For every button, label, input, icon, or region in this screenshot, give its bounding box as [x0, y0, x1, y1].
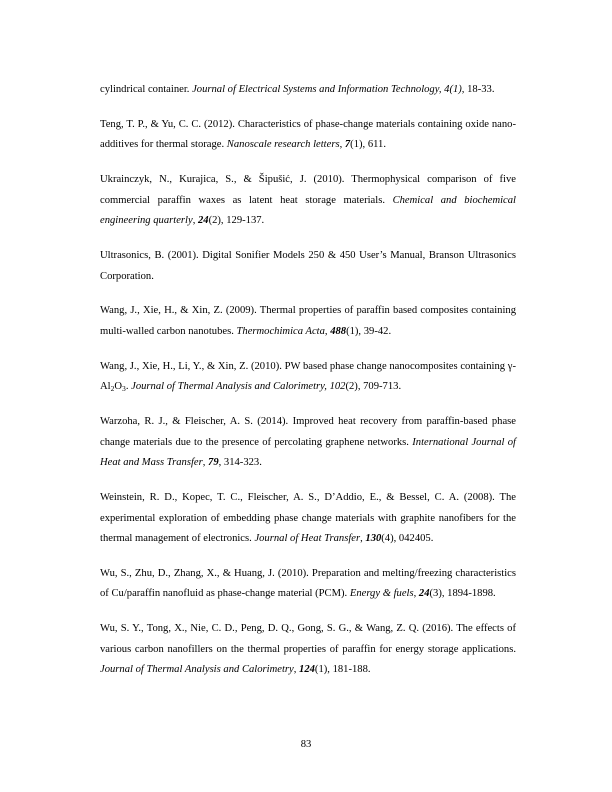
reference-text: ,	[202, 457, 209, 469]
reference-text: Ultrasonics, B. (2001). Digital Sonifier Models 250 & 450 User’s Manual, Branson Ultrasonics Corporation.	[100, 249, 516, 282]
reference-entry	[100, 488, 516, 550]
reference-text: Wu, S. Y., Tong, X., Nie, C. D., Peng, D. Q., Gong, S. G., & Wang, Z. Q. (2016). The effects of various carbon nanofillers on the thermal properties of paraffin for energy storage applications.	[100, 623, 516, 655]
reference-volume: 79	[208, 457, 219, 469]
reference-title-italic: Energy & fuels	[349, 588, 414, 600]
reference-title-italic: Thermochimica Acta	[236, 325, 325, 337]
reference-text: cylindrical container.	[100, 84, 193, 95]
reference-title-italic: Journal of Thermal Analysis and Calorimetry, 102	[131, 381, 346, 393]
reference-text: (1), 611.	[350, 139, 386, 151]
reference-text: ,	[293, 664, 300, 676]
reference-title-italic: Nanoscale research letters	[226, 139, 340, 151]
reference-text: ,	[192, 215, 198, 227]
reference-entry	[100, 412, 516, 474]
reference-volume: 7	[344, 139, 351, 151]
reference-volume: 488	[330, 325, 347, 337]
reference-text: .	[125, 381, 132, 393]
reference-volume: 130	[365, 533, 382, 545]
reference-text: ,	[413, 588, 419, 600]
reference-entry	[100, 80, 516, 101]
reference-text: (2), 709-713.	[345, 381, 402, 393]
reference-volume: 24	[197, 215, 209, 227]
reference-entry	[100, 115, 516, 156]
reference-text: (2), 129-137.	[208, 215, 265, 227]
reference-title-italic: Journal of Heat Transfer	[254, 533, 361, 545]
reference-title-italic: Journal of Electrical Systems and Information Technology, 4(1),	[192, 84, 465, 95]
reference-text: Warzoha, R. J., & Fleischer, A. S. (2014). Improved heat recovery from paraffin-based phase change materials due to the presence of percolating graphene networks.	[100, 415, 516, 448]
reference-entry	[100, 357, 516, 398]
reference-entry	[100, 564, 516, 605]
page-number: 83	[300, 739, 312, 750]
reference-text: Wang, J., Xie, H., Li, Y., & Xin, Z. (2010). PW based phase change nanocomposites containing γ-Al	[100, 360, 516, 393]
reference-text: ,	[360, 533, 366, 545]
reference-title-italic: Journal of Thermal Analysis and Calorimetry	[100, 664, 294, 676]
reference-text: O	[114, 381, 123, 393]
reference-entry	[100, 301, 516, 342]
reference-text: (1), 39-42.	[346, 325, 392, 337]
reference-text: Teng, T. P., & Yu, C. C. (2012). Characteristics of phase-change materials containing oxide nano-additives for thermal storage.	[100, 118, 516, 151]
reference-volume: 24	[418, 588, 430, 600]
reference-text: Ukrainczyk, N., Kurajica, S., & Šipušić, J. (2010). Thermophysical comparison of five commercial paraffin waxes as latent heat storage materials.	[100, 173, 516, 206]
reference-text: Wu, S., Zhu, D., Zhang, X., & Huang, J. (2010). Preparation and melting/freezing characteristics of Cu/paraffin nanofluid as phase-change material (PCM).	[100, 567, 516, 600]
reference-entry	[100, 246, 516, 287]
reference-text: (1), 181-188.	[314, 664, 371, 676]
reference-title-italic: Chemical and biochemical engineering quarterly	[100, 194, 516, 227]
reference-text: , 314-323.	[218, 457, 262, 469]
reference-text: (3), 1894-1898.	[429, 588, 496, 600]
reference-volume: 124	[299, 664, 315, 676]
reference-text: (4), 042405.	[381, 533, 434, 545]
reference-text: Wang, J., Xie, H., & Xin, Z. (2009). Thermal properties of paraffin based composites containing multi-walled carbon nanotubes.	[100, 305, 516, 337]
chemical-subscript: 2	[110, 384, 115, 394]
reference-text: ,	[339, 139, 345, 151]
reference-title-italic: International Journal of Heat and Mass Transfer	[100, 436, 516, 469]
chemical-subscript: 3	[122, 384, 126, 394]
reference-list	[100, 80, 516, 681]
reference-text: Weinstein, R. D., Kopec, T. C., Fleischer, A. S., D’Addio, E., & Bessel, C. A. (2008). The experimental exploration of embedding phase change materials with graphite nanofibers for the thermal management of electronics.	[100, 491, 516, 545]
reference-entry	[100, 619, 516, 681]
reference-entry	[100, 170, 516, 232]
reference-text: ,	[324, 325, 331, 337]
reference-text: 18-33.	[464, 84, 495, 95]
